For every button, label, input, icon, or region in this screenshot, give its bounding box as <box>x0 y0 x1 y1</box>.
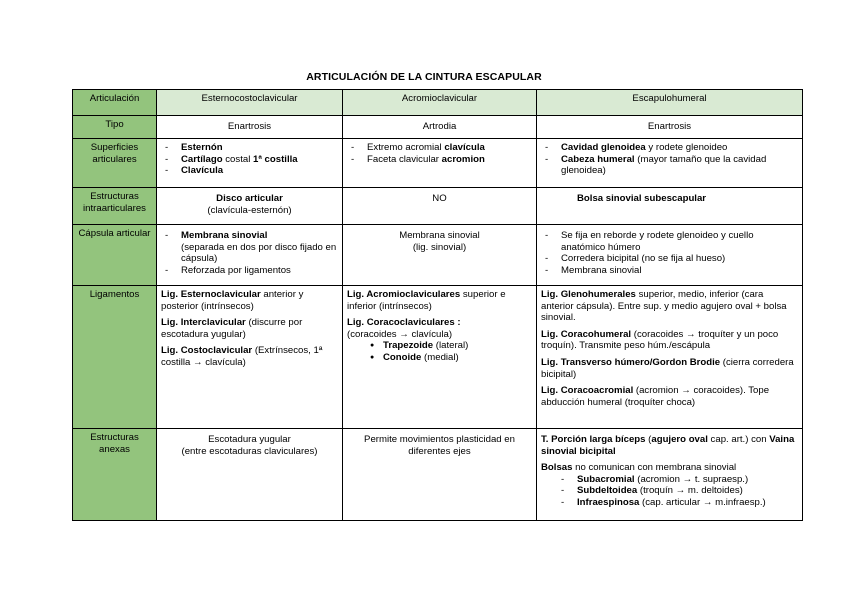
ligament-entry: Lig. Glenohumerales superior, medio, inferior (cara anterior cápsula). Entre sup. y medio agujero oval + bolsa sinovial. <box>541 289 787 324</box>
list-capsula-esterno <box>161 230 338 276</box>
cell-tipo-esterno: Enartrosis <box>157 116 343 139</box>
cell-superficies-escapulo <box>537 139 803 188</box>
table-header-row <box>73 90 803 116</box>
ligament-entry: Lig. Acromioclaviculares superior e inferior (intrínsecos) <box>347 289 506 312</box>
list-item: ● Trapezoide (lateral) <box>383 340 532 352</box>
list-superficies-esterno <box>161 142 338 177</box>
anexa-entry: Bolsas no comunican con membrana sinovial <box>541 462 737 474</box>
list-item: - Subdeltoidea (troquín → m. deltoides) <box>577 485 798 497</box>
header-escapulohumeral: Escapulohumeral <box>537 90 803 116</box>
cell-intra-acromio: NO <box>343 188 537 225</box>
row-capsula <box>73 225 803 286</box>
ligament-entry: Lig. Transverso húmero/Gordon Brodie (cierra corredera bicipital) <box>541 356 794 380</box>
ligament-entry: Lig. Costoclavicular (Extrínsecos, 1ª costilla → clavícula) <box>161 345 323 368</box>
row-superficies <box>73 139 803 188</box>
ligament-entry: Lig. Interclavicular (discurre por escotadura yugular) <box>161 317 303 340</box>
cell-tipo-escapulo: Enartrosis <box>537 116 803 139</box>
cell-tipo-acromio: Artrodia <box>343 116 537 139</box>
cell-ligamentos-escapulo <box>537 286 803 429</box>
header-articulacion: Articulación <box>73 90 157 116</box>
list-item: - Corredera bicipital (no se fija al hueso) <box>561 253 798 265</box>
list-item: ● Conoide (medial) <box>383 352 532 364</box>
cell-ligamentos-esterno <box>157 286 343 429</box>
cell-anexas-esterno: Escotadura yugular (entre escotaduras claviculares) <box>157 429 343 521</box>
list-item: - Reforzada por ligamentos <box>181 265 338 277</box>
cell-anexas-escapulo <box>537 429 803 521</box>
list-item: - Subacromial (acromion → t. supraesp.) <box>577 474 798 486</box>
list-coracoclaviculares <box>347 340 532 363</box>
row-ligamentos <box>73 286 803 429</box>
cell-capsula-acromio: Membrana sinovial (lig. sinovial) <box>343 225 537 286</box>
list-item: - Membrana sinovial (separada en dos por disco fijado en cápsula) <box>181 230 338 265</box>
cell-capsula-escapulo <box>537 225 803 286</box>
list-item: - Se fija en reborde y rodete glenoideo y cuello anatómico húmero <box>561 230 798 253</box>
header-acromioclavicular: Acromioclavicular <box>343 90 537 116</box>
cell-anexas-acromio: Permite movimientos plasticidad en diferentes ejes <box>343 429 537 521</box>
list-item: - Cabeza humeral (mayor tamaño que la cavidad glenoidea) <box>561 154 798 177</box>
row-label-estructuras-intra: Estructuras intraarticulares <box>73 188 157 225</box>
list-item: - Esternón <box>181 142 338 154</box>
cell-superficies-esterno <box>157 139 343 188</box>
ligament-entry: Lig. Esternoclavicular anterior y posterior (intrínsecos) <box>161 289 304 312</box>
cell-intra-escapulo: Bolsa sinovial subescapular <box>537 188 803 225</box>
list-capsula-escapulo <box>541 230 798 276</box>
cell-ligamentos-acromio <box>343 286 537 429</box>
cell-superficies-acromio <box>343 139 537 188</box>
list-item: - Membrana sinovial <box>561 265 798 277</box>
document-title: ARTICULACIÓN DE LA CINTURA ESCAPULAR <box>306 71 542 83</box>
row-estructuras-intra <box>73 188 803 225</box>
list-bolsas <box>541 474 798 509</box>
ligament-entry: Lig. Coracoclaviculares : (coracoides → clavícula) <box>347 317 461 340</box>
list-item: - Cartílago costal 1ª costilla <box>181 154 338 166</box>
ligament-entry: Lig. Coracohumeral (coracoides → troquíter y un poco troquín). Transmite peso húm./escápula <box>541 328 779 352</box>
list-item: - Cavidad glenoidea y rodete glenoideo <box>561 142 798 154</box>
list-superficies-escapulo <box>541 142 798 177</box>
row-label-tipo: Tipo <box>73 116 157 139</box>
list-superficies-acromio <box>347 142 532 165</box>
row-label-ligamentos: Ligamentos <box>73 286 157 429</box>
cell-intra-esterno: Disco articular (clavícula-esternón) <box>157 188 343 225</box>
anexa-entry: T. Porción larga bíceps (agujero oval cap. art.) con Vaina sinovial bicipital <box>541 434 795 457</box>
ligament-entry: Lig. Coracoacromial (acromion → coracoides). Tope abducción humeral (troquíter choca) <box>541 385 770 408</box>
row-tipo <box>73 116 803 139</box>
row-anexas <box>73 429 803 521</box>
list-item: - Clavícula <box>181 165 338 177</box>
list-item: - Infraespinosa (cap. articular → m.infraesp.) <box>577 497 798 509</box>
cell-capsula-esterno <box>157 225 343 286</box>
row-label-superficies: Superficies articulares <box>73 139 157 188</box>
list-item: - Faceta clavicular acromion <box>367 154 532 166</box>
row-label-capsula: Cápsula articular <box>73 225 157 286</box>
articulation-table <box>72 89 803 521</box>
row-label-anexas: Estructuras anexas <box>73 429 157 521</box>
header-esternocostoclavicular: Esternocostoclavicular <box>157 90 343 116</box>
list-item: - Extremo acromial clavícula <box>367 142 532 154</box>
